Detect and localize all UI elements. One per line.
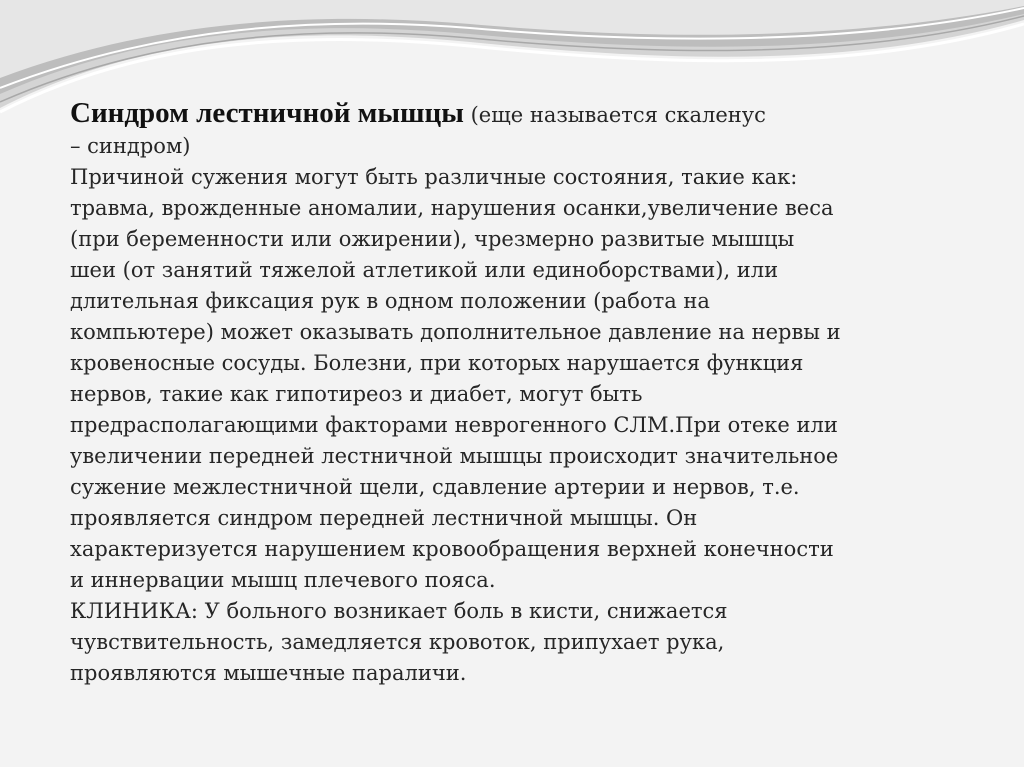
- title-line: [70, 98, 900, 131]
- text-line: чувствительность, замедляется кровоток, припухает рука,: [70, 630, 725, 654]
- slide-body: [70, 98, 900, 689]
- slide-subtitle: (еще называется скаленус: [470, 103, 766, 127]
- text-line: шеи (от занятий тяжелой атлетикой или единоборствами), или: [70, 258, 779, 282]
- text-line: длительная фиксация рук в одном положении (работа на: [70, 289, 710, 313]
- text-line: травма, врожденные аномалии, нарушения осанки,увеличение веса: [70, 196, 834, 220]
- text-line: Причиной сужения могут быть различные состояния, такие как:: [70, 165, 798, 189]
- subtitle-continuation: – синдром): [70, 134, 191, 158]
- text-line: проявляется синдром передней лестничной мышцы. Он: [70, 506, 698, 530]
- text-line: сужение межлестничной щели, сдавление артерии и нервов, т.е.: [70, 475, 800, 499]
- text-line: характеризуется нарушением кровообращения верхней конечности: [70, 537, 834, 561]
- text-line: увеличении передней лестничной мышцы происходит значительное: [70, 444, 839, 468]
- text-line: (при беременности или ожирении), чрезмерно развитые мышцы: [70, 227, 795, 251]
- text-line: компьютере) может оказывать дополнительное давление на нервы и: [70, 320, 841, 344]
- text-line: предрасполагающими факторами неврогенного СЛМ.При отеке или: [70, 413, 838, 437]
- text-line: проявляются мышечные параличи.: [70, 661, 467, 685]
- text-line: нервов, такие как гипотиреоз и диабет, могут быть: [70, 382, 643, 406]
- slide-title: Синдром лестничной мышцы: [70, 97, 464, 129]
- text-line: и иннервации мышц плечевого пояса.: [70, 568, 496, 592]
- clinic-heading-line: КЛИНИКА: У больного возникает боль в кисти, снижается: [70, 599, 728, 623]
- text-line: кровеносные сосуды. Болезни, при которых нарушается функция: [70, 351, 804, 375]
